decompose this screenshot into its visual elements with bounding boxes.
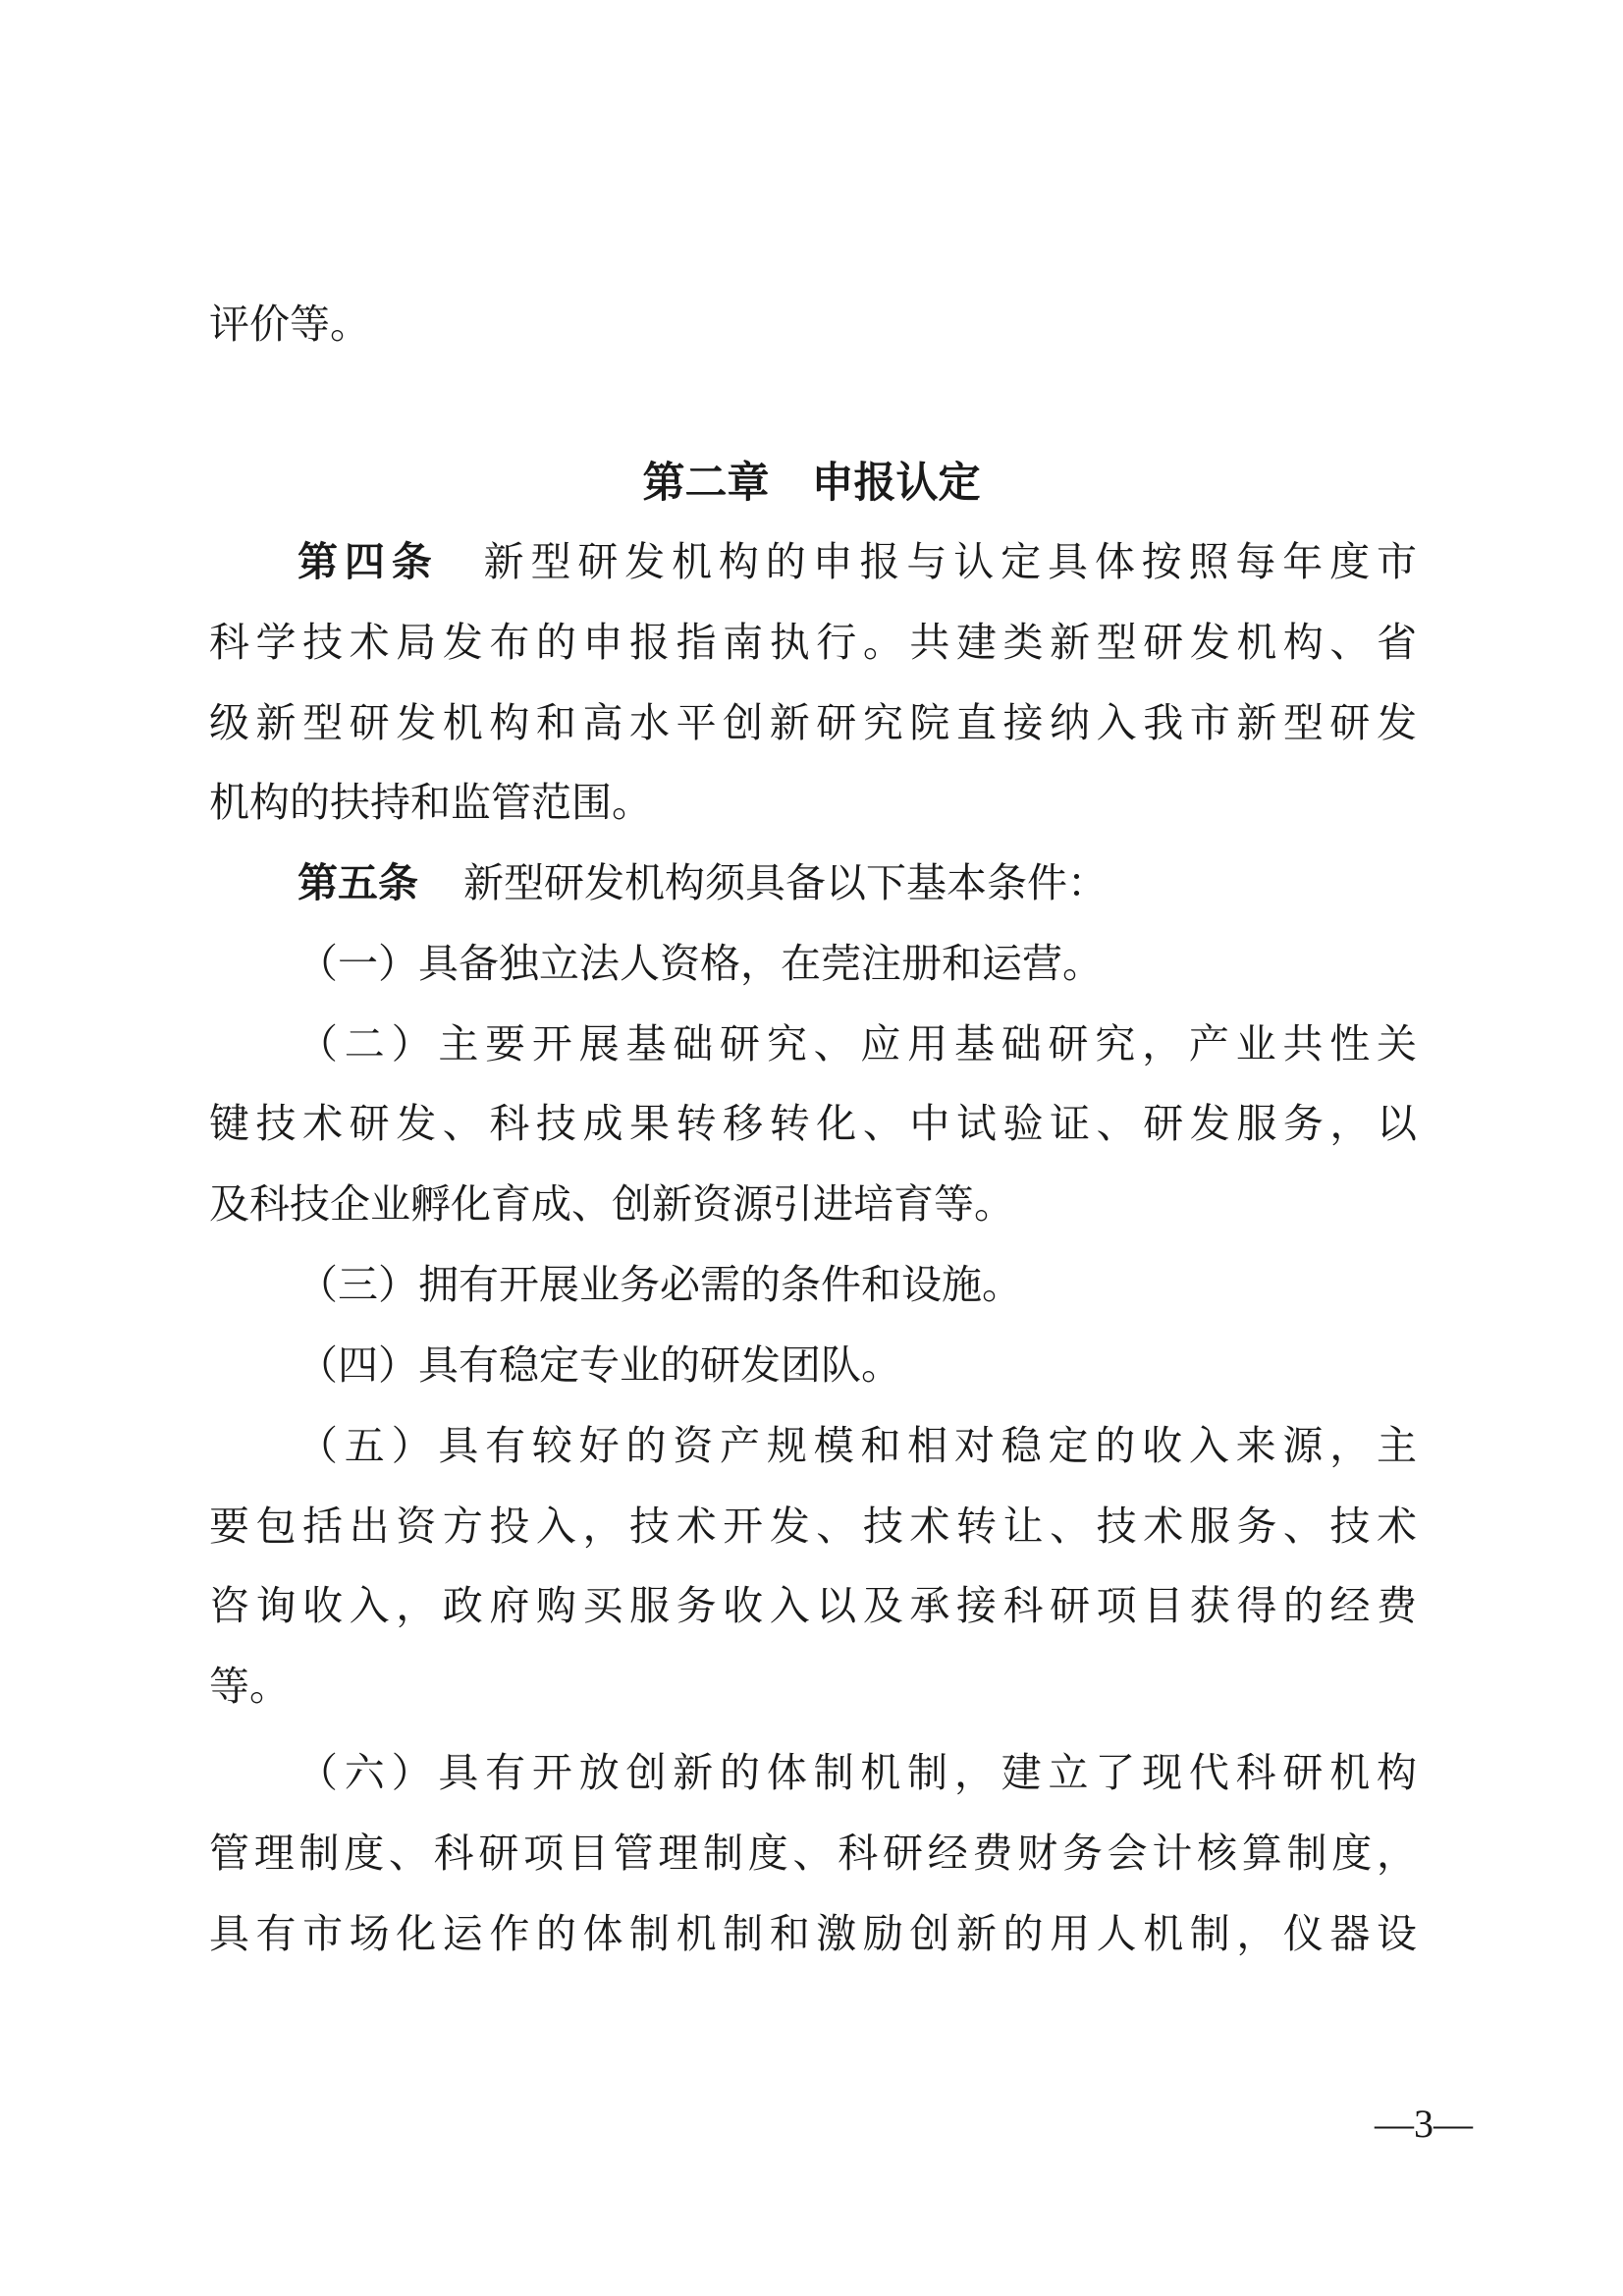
paragraph-line: 及科技企业孵化育成、创新资源引进培育等。: [209, 1180, 1014, 1228]
paragraph-line: 具有市场化运作的体制机制和激励创新的用人机制，仪器设: [209, 1910, 1417, 1957]
page-number: —3—: [1375, 2102, 1473, 2146]
paragraph-line: 键技术研发、科技成果转移转化、中试验证、研发服务，以: [209, 1100, 1417, 1147]
article-5-text: 新型研发机构须具备以下基本条件：: [463, 859, 1108, 906]
paragraph-line: 咨询收入，政府购买服务收入以及承接科研项目获得的经费: [209, 1582, 1417, 1629]
article-4-label: 第四条: [298, 538, 439, 585]
article-5-label: 第五条: [298, 859, 418, 906]
list-item: （五）具有较好的资产规模和相对稳定的收入来源，主: [298, 1422, 1417, 1469]
article-4-first-line: [298, 532, 1417, 591]
paragraph-line: 等。: [209, 1663, 290, 1710]
paragraph-line: 机构的扶持和监管范围。: [209, 779, 652, 826]
article-4-text: 新型研发机构的申报与认定具体按照每年度市: [483, 538, 1418, 585]
paragraph-line: 要包括出资方投入，技术开发、技术转让、技术服务、技术: [209, 1503, 1417, 1550]
list-item: （三）拥有开展业务必需的条件和设施。: [298, 1261, 1022, 1308]
list-item: （四）具有稳定专业的研发团队。: [298, 1341, 901, 1389]
list-item: （一）具备独立法人资格，在莞注册和运营。: [298, 940, 1103, 987]
list-item: （二）主要开展基础研究、应用基础研究，产业共性关: [298, 1020, 1417, 1067]
paragraph-line: 评价等。: [209, 301, 370, 348]
paragraph-line: 管理制度、科研项目管理制度、科研经费财务会计核算制度，: [209, 1830, 1417, 1877]
paragraph-line: 级新型研发机构和高水平创新研究院直接纳入我市新型研发: [209, 699, 1417, 746]
paragraph-line: 科学技术局发布的申报指南执行。共建类新型研发机构、省: [209, 619, 1417, 666]
list-item: （六）具有开放创新的体制机制，建立了现代科研机构: [298, 1749, 1417, 1796]
chapter-title: 第二章 申报认定: [642, 459, 981, 508]
article-5-first-line: [298, 853, 1417, 912]
